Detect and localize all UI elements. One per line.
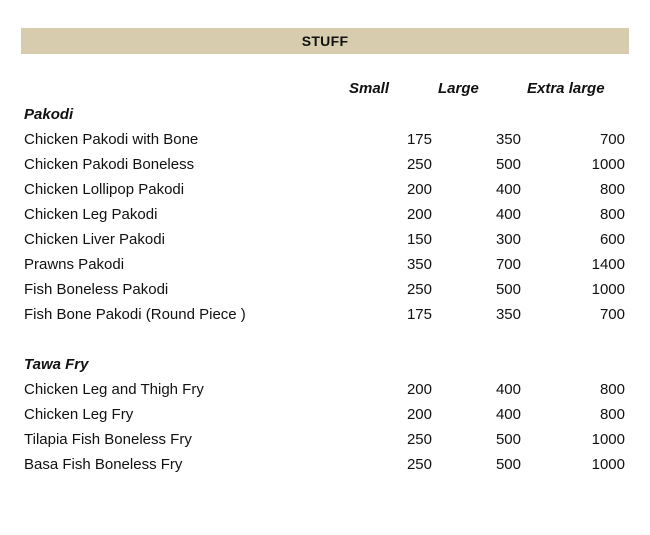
price-extra-large: 1000 <box>591 456 625 473</box>
price-large: 350 <box>495 131 521 148</box>
price-small: 250 <box>406 156 432 173</box>
price-extra-large: 1000 <box>591 431 625 448</box>
item-name: Basa Fish Boneless Fry <box>24 456 183 473</box>
price-small: 150 <box>406 231 432 248</box>
menu-row <box>0 231 650 255</box>
item-name: Fish Bone Pakodi (Round Piece ) <box>24 306 246 323</box>
price-small: 250 <box>406 456 432 473</box>
price-large: 500 <box>495 456 521 473</box>
price-small: 175 <box>406 131 432 148</box>
menu-banner <box>21 28 629 54</box>
price-extra-large: 700 <box>599 131 625 148</box>
price-large: 300 <box>495 231 521 248</box>
price-small: 350 <box>406 256 432 273</box>
menu-row <box>0 206 650 230</box>
price-extra-large: 1000 <box>591 281 625 298</box>
menu-row <box>0 256 650 280</box>
price-small: 250 <box>406 281 432 298</box>
item-name: Tilapia Fish Boneless Fry <box>24 431 192 448</box>
price-large: 400 <box>495 381 521 398</box>
price-large: 700 <box>495 256 521 273</box>
price-small: 250 <box>406 431 432 448</box>
price-extra-large: 800 <box>599 406 625 423</box>
price-large: 500 <box>495 281 521 298</box>
section-title-pakodi: Pakodi <box>24 106 74 123</box>
column-header-large: Large <box>438 80 479 97</box>
menu-row <box>0 306 650 330</box>
menu-row <box>0 431 650 455</box>
price-extra-large: 700 <box>599 306 625 323</box>
price-large: 500 <box>495 156 521 173</box>
price-large: 500 <box>495 431 521 448</box>
menu-row <box>0 406 650 430</box>
price-extra-large: 600 <box>599 231 625 248</box>
price-large: 400 <box>495 406 521 423</box>
price-small: 175 <box>406 306 432 323</box>
section-title-tawa-fry: Tawa Fry <box>24 356 89 373</box>
item-name: Fish Boneless Pakodi <box>24 281 169 298</box>
menu-row <box>0 456 650 480</box>
price-extra-large: 800 <box>599 381 625 398</box>
price-extra-large: 1400 <box>591 256 625 273</box>
price-small: 200 <box>406 181 432 198</box>
item-name: Chicken Pakodi with Bone <box>24 131 199 148</box>
price-extra-large: 800 <box>599 181 625 198</box>
menu-row <box>0 131 650 155</box>
price-small: 200 <box>406 406 432 423</box>
banner-title: STUFF <box>301 33 349 49</box>
price-extra-large: 800 <box>599 206 625 223</box>
item-name: Chicken Leg Pakodi <box>24 206 158 223</box>
item-name: Chicken Leg and Thigh Fry <box>24 381 204 398</box>
column-header-small: Small <box>349 80 390 97</box>
price-large: 400 <box>495 181 521 198</box>
price-small: 200 <box>406 381 432 398</box>
menu-row <box>0 381 650 405</box>
column-header-extra-large: Extra large <box>527 80 605 97</box>
item-name: Chicken Leg Fry <box>24 406 134 423</box>
item-name: Chicken Lollipop Pakodi <box>24 181 185 198</box>
price-small: 200 <box>406 206 432 223</box>
price-extra-large: 1000 <box>591 156 625 173</box>
item-name: Chicken Pakodi Boneless <box>24 156 195 173</box>
price-large: 400 <box>495 206 521 223</box>
menu-row <box>0 181 650 205</box>
price-large: 350 <box>495 306 521 323</box>
item-name: Chicken Liver Pakodi <box>24 231 165 248</box>
menu-row <box>0 156 650 180</box>
menu-row <box>0 281 650 305</box>
item-name: Prawns Pakodi <box>24 256 125 273</box>
